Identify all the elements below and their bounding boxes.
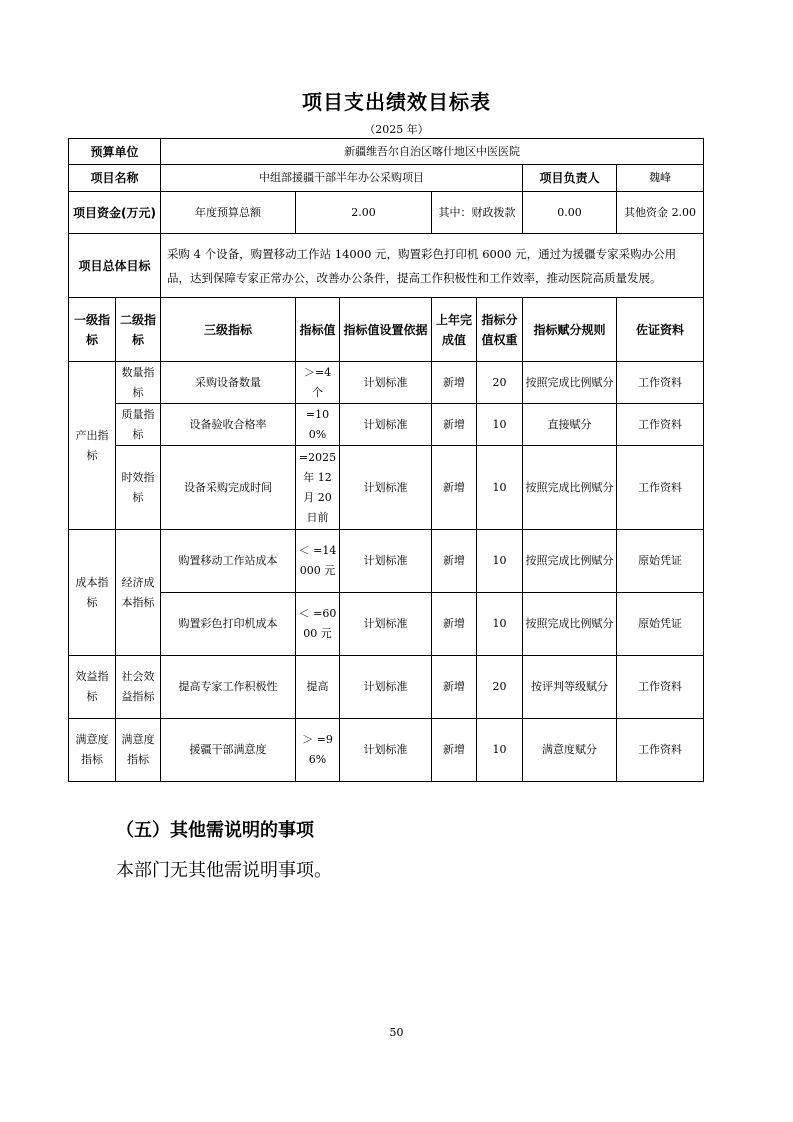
evidence-cell: 工作资料 bbox=[617, 404, 704, 446]
indicator-cell: 援疆干部满意度 bbox=[161, 719, 296, 782]
other-funds-label: 其他资金 bbox=[624, 205, 669, 219]
funds-label: 项目资金(万元) bbox=[69, 192, 161, 234]
weight-cell: 10 bbox=[477, 404, 523, 446]
evidence-cell: 工作资料 bbox=[617, 362, 704, 404]
indicator-cell: 设备采购完成时间 bbox=[161, 446, 296, 530]
previous-cell: 新增 bbox=[432, 446, 477, 530]
basis-cell: 计划标准 bbox=[340, 404, 432, 446]
indicator-cell: 提高专家工作积极性 bbox=[161, 656, 296, 719]
value-cell: ＜ =6000 元 bbox=[296, 593, 340, 656]
project-lead-label: 项目负责人 bbox=[523, 165, 617, 192]
other-funds-cell bbox=[617, 192, 704, 234]
weight-cell: 10 bbox=[477, 530, 523, 593]
subgroup-quality: 质量指标 bbox=[116, 404, 161, 446]
rule-cell: 按评判等级赋分 bbox=[523, 656, 617, 719]
evidence-cell: 工作资料 bbox=[617, 446, 704, 530]
col-value: 指标值 bbox=[296, 298, 340, 362]
project-lead-value: 魏峰 bbox=[617, 165, 704, 192]
table-row bbox=[69, 404, 704, 446]
value-cell: ＞ =96% bbox=[296, 719, 340, 782]
performance-table bbox=[68, 138, 704, 782]
evidence-cell: 工作资料 bbox=[617, 656, 704, 719]
basis-cell: 计划标准 bbox=[340, 446, 432, 530]
budget-unit-row bbox=[69, 139, 704, 165]
section-heading: （五）其他需说明的事项 bbox=[116, 820, 314, 841]
indicator-cell: 购置移动工作站成本 bbox=[161, 530, 296, 593]
col-level1: 一级指标 bbox=[69, 298, 116, 362]
group-cost: 成本指标 bbox=[69, 530, 116, 656]
page-title: 项目支出绩效目标表 bbox=[302, 90, 491, 114]
previous-cell: 新增 bbox=[432, 530, 477, 593]
basis-cell: 计划标准 bbox=[340, 593, 432, 656]
value-cell: =100% bbox=[296, 404, 340, 446]
section-text: 本部门无其他需说明事项。 bbox=[116, 860, 332, 881]
budget-unit-label: 预算单位 bbox=[69, 139, 161, 165]
subgroup-economic-cost: 经济成本指标 bbox=[116, 530, 161, 656]
rule-cell: 按照完成比例赋分 bbox=[523, 593, 617, 656]
value-cell: ＜ =14000 元 bbox=[296, 530, 340, 593]
evidence-cell: 原始凭证 bbox=[617, 530, 704, 593]
weight-cell: 10 bbox=[477, 719, 523, 782]
rule-cell: 按照完成比例赋分 bbox=[523, 446, 617, 530]
table-row bbox=[69, 362, 704, 404]
rule-cell: 直接赋分 bbox=[523, 404, 617, 446]
goal-row bbox=[69, 234, 704, 298]
basis-cell: 计划标准 bbox=[340, 530, 432, 593]
weight-cell: 10 bbox=[477, 593, 523, 656]
table-row bbox=[69, 446, 704, 530]
subgroup-quantity: 数量指标 bbox=[116, 362, 161, 404]
previous-cell: 新增 bbox=[432, 362, 477, 404]
project-name-row bbox=[69, 165, 704, 192]
weight-cell: 20 bbox=[477, 362, 523, 404]
table-row bbox=[69, 530, 704, 593]
previous-cell: 新增 bbox=[432, 593, 477, 656]
subgroup-timeliness: 时效指标 bbox=[116, 446, 161, 530]
rule-cell: 满意度赋分 bbox=[523, 719, 617, 782]
weight-cell: 20 bbox=[477, 656, 523, 719]
value-cell: =2025 年 12 月 20 日前 bbox=[296, 446, 340, 530]
other-funds-value: 2.00 bbox=[671, 205, 697, 219]
table-row bbox=[69, 656, 704, 719]
goal-text: 采购 4 个设备，购置移动工作站 14000 元，购置彩色打印机 6000 元，通过为援疆专家采购办公用品，达到保障专家正常办公，改善办公条件，提高工作积极性和工作效率，推动医院高质量发展。 bbox=[161, 234, 704, 298]
subgroup-social-benefit: 社会效益指标 bbox=[116, 656, 161, 719]
subgroup-satisfaction: 满意度指标 bbox=[116, 719, 161, 782]
page-number: 50 bbox=[389, 1026, 404, 1039]
budget-unit-value: 新疆维吾尔自治区喀什地区中医医院 bbox=[161, 139, 704, 165]
col-basis: 指标值设置依据 bbox=[340, 298, 432, 362]
indicator-cell: 采购设备数量 bbox=[161, 362, 296, 404]
col-level2: 二级指标 bbox=[116, 298, 161, 362]
rule-cell: 按照完成比例赋分 bbox=[523, 362, 617, 404]
annual-total-value: 2.00 bbox=[296, 192, 432, 234]
col-level3: 三级指标 bbox=[161, 298, 296, 362]
fiscal-label: 其中：财政拨款 bbox=[432, 192, 523, 234]
previous-cell: 新增 bbox=[432, 404, 477, 446]
basis-cell: 计划标准 bbox=[340, 362, 432, 404]
previous-cell: 新增 bbox=[432, 719, 477, 782]
col-previous: 上年完成值 bbox=[432, 298, 477, 362]
fiscal-value: 0.00 bbox=[523, 192, 617, 234]
funds-row bbox=[69, 192, 704, 234]
annual-total-label: 年度预算总额 bbox=[161, 192, 296, 234]
rule-cell: 按照完成比例赋分 bbox=[523, 530, 617, 593]
project-name-label: 项目名称 bbox=[69, 165, 161, 192]
weight-cell: 10 bbox=[477, 446, 523, 530]
group-output: 产出指标 bbox=[69, 362, 116, 530]
col-weight: 指标分值权重 bbox=[477, 298, 523, 362]
indicator-cell: 购置彩色打印机成本 bbox=[161, 593, 296, 656]
indicator-cell: 设备验收合格率 bbox=[161, 404, 296, 446]
basis-cell: 计划标准 bbox=[340, 719, 432, 782]
column-header-row bbox=[69, 298, 704, 362]
evidence-cell: 工作资料 bbox=[617, 719, 704, 782]
group-benefit: 效益指标 bbox=[69, 656, 116, 719]
project-name-value: 中组部援疆干部半年办公采购项目 bbox=[161, 165, 523, 192]
value-cell: ＞=4 个 bbox=[296, 362, 340, 404]
previous-cell: 新增 bbox=[432, 656, 477, 719]
table-row bbox=[69, 593, 704, 656]
value-cell: 提高 bbox=[296, 656, 340, 719]
year-label: （2025 年） bbox=[364, 123, 429, 136]
col-rule: 指标赋分规则 bbox=[523, 298, 617, 362]
table-row bbox=[69, 719, 704, 782]
group-satisfaction: 满意度指标 bbox=[69, 719, 116, 782]
evidence-cell: 原始凭证 bbox=[617, 593, 704, 656]
basis-cell: 计划标准 bbox=[340, 656, 432, 719]
goal-label: 项目总体目标 bbox=[69, 234, 161, 298]
col-evidence: 佐证资料 bbox=[617, 298, 704, 362]
